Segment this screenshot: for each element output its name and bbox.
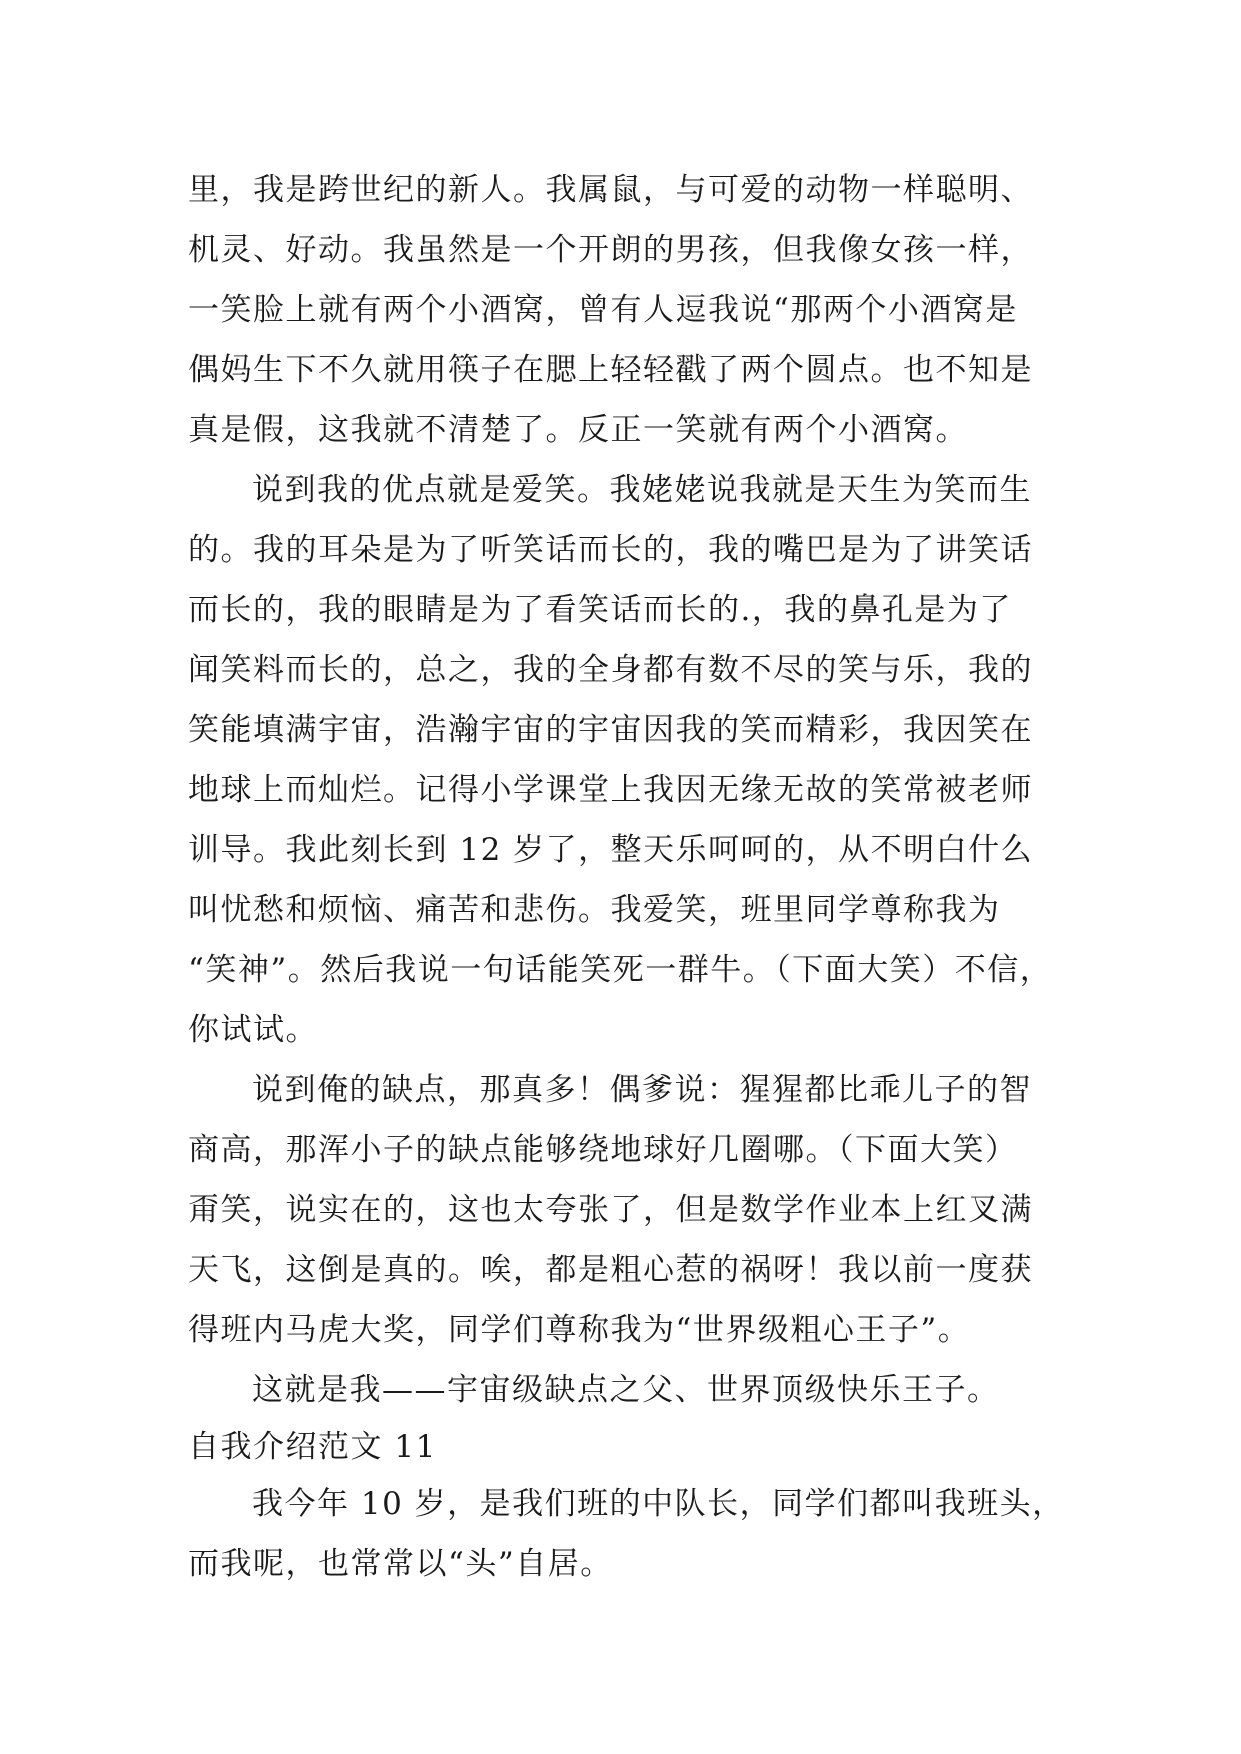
text-line: 笑能填满宇宙，浩瀚宇宙的宇宙因我的笑而精彩，我因笑在 xyxy=(188,712,1033,748)
text-line: 偶妈生下不久就用筷子在腮上轻轻戳了两个圆点。也不知是 xyxy=(188,352,1033,388)
text-line: 而长的，我的眼睛是为了看笑话而长的.，我的鼻孔是为了 xyxy=(188,592,1012,628)
text-line: 甭笑，说实在的，这也太夸张了，但是数学作业本上红叉满 xyxy=(188,1192,1033,1228)
text-line: 而我呢，也常常以“头”自居。 xyxy=(188,1546,613,1582)
paragraph-3 xyxy=(188,1060,1058,1360)
paragraph-1 xyxy=(188,160,1058,460)
paragraph-4 xyxy=(188,1360,1058,1420)
text-line: 你试试。 xyxy=(188,1012,318,1048)
text-line: 商高，那浑小子的缺点能够绕地球好几圈哪。（下面大笑） xyxy=(188,1132,1018,1168)
text-line: 我今年 10 岁，是我们班的中队长，同学们都叫我班头， xyxy=(252,1486,1065,1522)
text-line: 一笑脸上就有两个小酒窝，曾有人逗我说“那两个小酒窝是 xyxy=(188,292,1018,328)
paragraph-2 xyxy=(188,460,1058,1060)
document-body xyxy=(188,160,1065,1594)
text-line: 天飞，这倒是真的。唉，都是粗心惹的祸呀！我以前一度获 xyxy=(188,1252,1033,1288)
text-line: 这就是我——宇宙级缺点之父、世界顶级快乐王子。 xyxy=(252,1372,1000,1408)
text-line: 说到我的优点就是爱笑。我姥姥说我就是天生为笑而生 xyxy=(252,472,1032,508)
text-line: “笑神”。然后我说一句话能笑死一群牛。（下面大笑）不信， xyxy=(188,952,1053,988)
paragraph-5 xyxy=(188,1474,1065,1594)
text-line: 的。我的耳朵是为了听笑话而长的，我的嘴巴是为了讲笑话 xyxy=(188,532,1033,568)
text-line: 里，我是跨世纪的新人。我属鼠，与可爱的动物一样聪明、 xyxy=(188,172,1033,208)
text-line: 真是假，这我就不清楚了。反正一笑就有两个小酒窝。 xyxy=(188,412,968,448)
text-line: 训导。我此刻长到 12 岁了，整天乐呵呵的，从不明白什么 xyxy=(188,832,1034,868)
text-line: 机灵、好动。我虽然是一个开朗的男孩，但我像女孩一样， xyxy=(188,232,1033,268)
text-line: 地球上而灿烂。记得小学课堂上我因无缘无故的笑常被老师 xyxy=(188,772,1033,808)
section-heading: 自我介绍范文 11 xyxy=(188,1429,437,1465)
text-line: 说到俺的缺点，那真多！偶爹说：猩猩都比乖儿子的智 xyxy=(252,1072,1032,1108)
text-line: 闻笑料而长的，总之，我的全身都有数不尽的笑与乐，我的 xyxy=(188,652,1033,688)
text-line: 得班内马虎大奖，同学们尊称我为“世界级粗心王子”。 xyxy=(188,1312,971,1348)
text-line: 叫忧愁和烦恼、痛苦和悲伤。我爱笑，班里同学尊称我为 xyxy=(188,892,1001,928)
